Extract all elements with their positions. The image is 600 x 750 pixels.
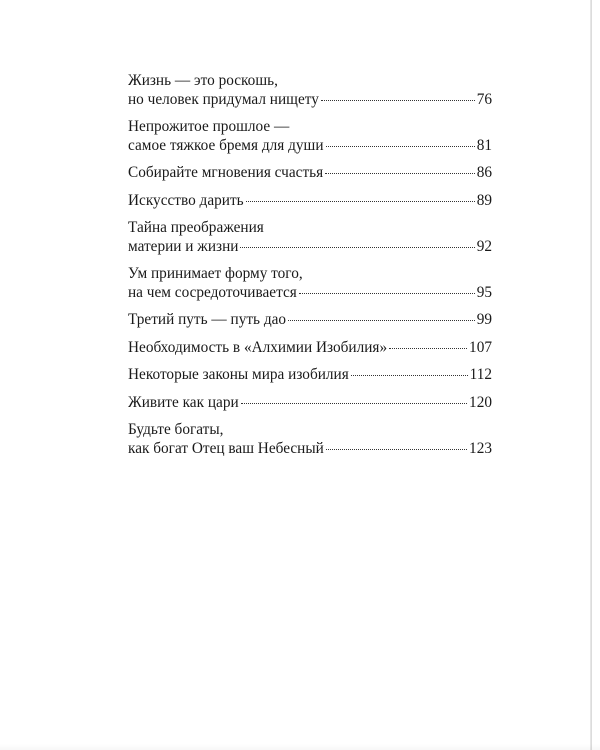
toc-entry-line [128, 440, 492, 459]
toc-entry-title: самое тяжкое бремя для души [128, 136, 324, 154]
toc-entry-title: как богат Отец ваш Небесный [128, 439, 324, 457]
toc-page-number: 95 [476, 283, 492, 301]
dot-leader [299, 293, 475, 294]
page-edge [590, 0, 592, 750]
toc-entry [128, 219, 492, 256]
dot-leader [241, 403, 467, 404]
toc-entry-title-line1: Ум принимает форму того, [128, 265, 303, 282]
toc-entry-title: но человек придумал нищету [128, 90, 319, 108]
toc-entry [128, 394, 492, 413]
toc-entry [128, 366, 492, 385]
toc-entry-line [128, 91, 492, 110]
dot-leader [288, 320, 475, 321]
toc-page-number: 123 [469, 439, 492, 457]
dot-leader [321, 100, 475, 101]
toc-entry-title: Искусство дарить [128, 191, 244, 209]
toc-entry-line [128, 164, 492, 183]
toc-entry-title: Третий путь — путь дао [128, 311, 287, 328]
toc-page-number: 99 [476, 311, 492, 328]
toc-entry-line [128, 366, 492, 385]
toc-entry [128, 164, 492, 183]
toc-entry [128, 421, 492, 458]
toc-entry [128, 265, 492, 302]
dot-leader [351, 375, 468, 376]
toc-page-number: 112 [469, 366, 492, 383]
toc-entry-title: Некоторые законы мира изобилия [128, 366, 349, 383]
toc-entry-title-line1: Жизнь — это роскошь, [128, 72, 278, 89]
toc-entry-line [128, 137, 492, 156]
toc-entry [128, 339, 492, 358]
toc-entry-line [128, 284, 492, 303]
toc-page-number: 107 [469, 338, 492, 356]
toc-entry-line [128, 394, 492, 413]
toc-entry-title: на чем сосредоточивается [128, 283, 297, 301]
toc-page-number: 92 [476, 237, 492, 255]
dot-leader [325, 173, 475, 174]
page-shadow [0, 744, 600, 750]
toc-entry-title-line1: Будьте богаты, [128, 421, 224, 438]
toc-page-number: 89 [476, 191, 492, 209]
toc-entry-line [128, 311, 492, 330]
dot-leader [326, 146, 475, 147]
dot-leader [389, 348, 467, 349]
toc-entry-line [128, 339, 492, 358]
toc-entry-title: Необходимость в «Алхимии Изобилия» [128, 338, 388, 356]
toc-entry [128, 118, 492, 155]
dot-leader [326, 449, 467, 450]
dot-leader [240, 247, 474, 248]
toc-entry-title: Живите как цари [128, 393, 239, 411]
toc-page-number: 76 [476, 90, 492, 108]
toc-page-number: 81 [476, 136, 492, 154]
dot-leader [246, 201, 475, 202]
toc-entry [128, 72, 492, 109]
toc-entry-title-line1: Тайна преображения [128, 219, 264, 236]
toc-entry-title: Собирайте мгновения счастья [128, 164, 324, 181]
toc-entry-title: материи и жизни [128, 237, 239, 255]
toc-entry [128, 192, 492, 211]
toc-entry-line [128, 238, 492, 257]
toc-page-number: 120 [469, 393, 492, 411]
table-of-contents [128, 72, 492, 467]
toc-page-number: 86 [476, 164, 492, 181]
toc-entry [128, 311, 492, 330]
toc-entry-line [128, 192, 492, 211]
toc-entry-title-line1: Непрожитое прошлое — [128, 118, 290, 135]
